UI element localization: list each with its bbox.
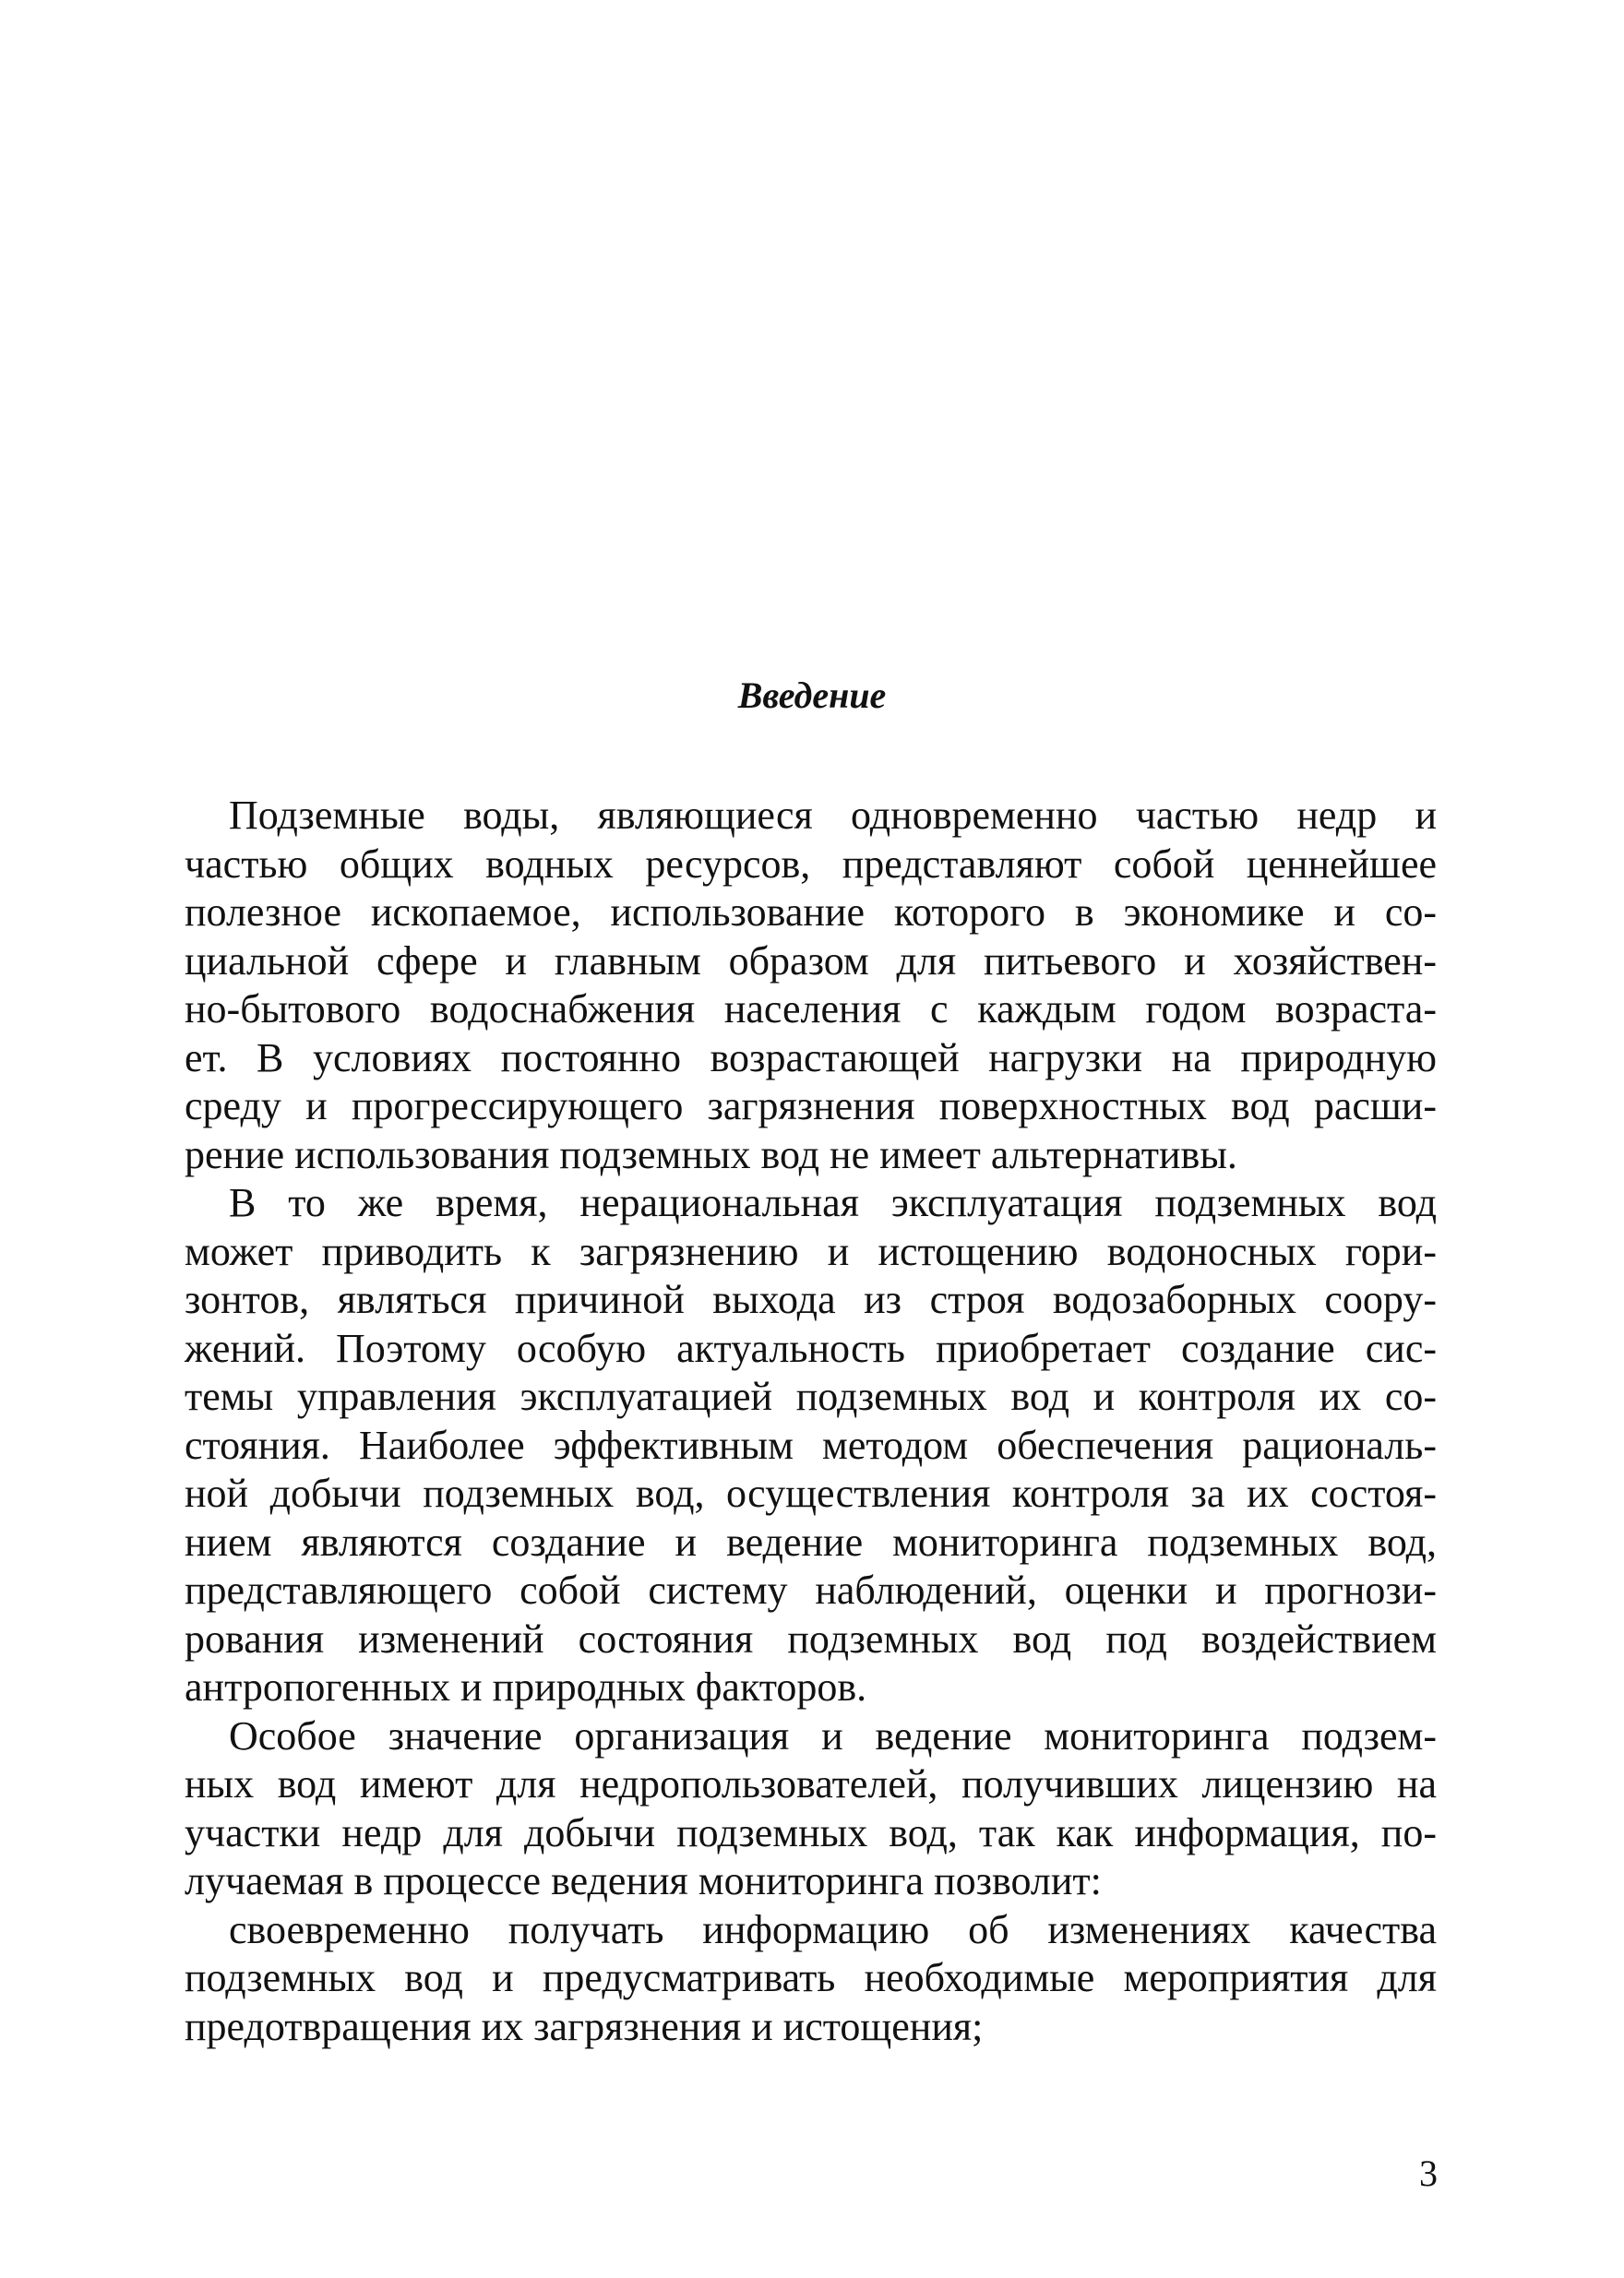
text-line: ет. В условиях постоянно возрастающей нагрузки на природную — [185, 1034, 1437, 1080]
text-line: нием являются создание и ведение мониторинга подземных вод, — [185, 1519, 1437, 1565]
text-line: антропогенных и природных факторов. — [185, 1664, 867, 1710]
text-line: своевременно получать информацию об изменениях качества — [229, 1906, 1437, 1952]
paragraph — [185, 1712, 1437, 1906]
text-line: может приводить к загрязнению и истощению водоносных гори- — [185, 1228, 1437, 1274]
text-line: рования изменений состояния подземных вод под воздействием — [185, 1616, 1437, 1662]
paragraph — [185, 1179, 1437, 1712]
text-line: Особое значение организация и ведение мониторинга подзем- — [229, 1712, 1437, 1759]
text-line: ной добычи подземных вод, осуществления контроля за их состоя- — [185, 1471, 1437, 1516]
paragraph — [185, 792, 1437, 1179]
text-line: частью общих водных ресурсов, представляют собой ценнейшее — [185, 841, 1437, 887]
text-line: подземных вод и предусматривать необходимые мероприятия для — [185, 1955, 1437, 2000]
text-line: но-бытового водоснабжения населения с каждым годом возраста- — [185, 986, 1437, 1032]
text-line: жений. Поэтому особую актуальность приобретает создание сис- — [185, 1325, 1437, 1371]
body-text — [185, 792, 1437, 2051]
text-line: полезное ископаемое, использование которого в экономике и со- — [185, 889, 1437, 935]
text-line: зонтов, являться причиной выхода из строя водозаборных соору- — [185, 1277, 1437, 1322]
text-line: лучаемая в процессе ведения мониторинга позволит: — [185, 1858, 1102, 1903]
text-line: стояния. Наиболее эффективным методом обеспечения рациональ- — [185, 1422, 1437, 1468]
text-line: циальной сфере и главным образом для питьевого и хозяйствен- — [185, 937, 1437, 984]
text-line: рение использования подземных вод не имеет альтернативы. — [185, 1131, 1237, 1177]
text-line: участки недр для добычи подземных вод, так как информация, по- — [185, 1809, 1437, 1855]
text-line: предотвращения их загрязнения и истощения; — [185, 2003, 984, 2049]
text-line: В то же время, нерациональная эксплуатация подземных вод — [229, 1180, 1437, 1225]
text-line: Подземные воды, являющиеся одновременно частью недр и — [229, 793, 1437, 838]
text-line: среду и прогрессирующего загрязнения поверхностных вод расши- — [185, 1083, 1437, 1128]
paragraph — [185, 1906, 1437, 2052]
section-heading: Введение — [737, 674, 887, 716]
page-number: 3 — [1419, 2153, 1438, 2194]
text-line: темы управления эксплуатацией подземных вод и контроля их со- — [185, 1374, 1437, 1419]
text-line: ных вод имеют для недропользователей, получивших лицензию на — [185, 1761, 1437, 1807]
text-line: представляющего собой систему наблюдений, оценки и прогнози- — [185, 1568, 1437, 1613]
